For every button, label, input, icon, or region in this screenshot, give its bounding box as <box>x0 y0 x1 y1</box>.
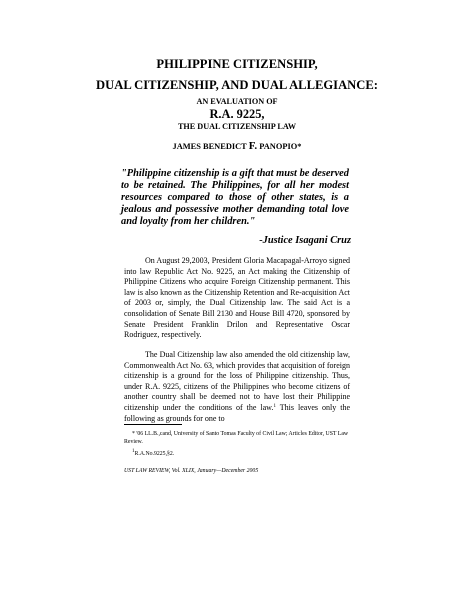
author-last-name: PANOPIO <box>257 142 298 151</box>
author-initial: F. <box>248 140 258 152</box>
epigraph-attribution: -Justice Isagani Cruz <box>259 235 351 246</box>
epigraph-quote: "Philippine citizenship is a gift that must be deserved to be retained. The Philippines, for all her modest resources compared to those of other states, is a jealous and possessive mother demanding total love and loyalty from her children." <box>121 168 349 228</box>
footnote-divider <box>124 424 182 425</box>
footnote-1-mark: 1 <box>132 449 135 454</box>
author-line <box>0 141 474 152</box>
title-line-5: THE DUAL CITIZENSHIP LAW <box>177 122 297 131</box>
title-line-4: R.A. 9225, <box>209 107 265 121</box>
title-line-2: DUAL CITIZENSHIP, AND DUAL ALLEGIANCE: <box>96 78 378 92</box>
title-line-1: PHILIPPINE CITIZENSHIP, <box>156 57 318 71</box>
author-first-name: JAMES BENEDICT <box>172 142 249 151</box>
author-footnote-mark: * <box>297 142 302 151</box>
body-paragraph-2 <box>124 350 350 424</box>
page-footer: UST LAW REVIEW, Vol. XLIX, January—December 2005 <box>124 468 259 474</box>
footnote-ref-1[interactable]: 1 <box>273 403 276 409</box>
title-line-3: AN EVALUATION OF <box>196 97 278 106</box>
body-paragraph-2-text: The Dual Citizenship law also amended the old citizenship law, Commonwealth Act No. 63, which provides that acquisition of foreign citizenship is a ground for the loss of Philippine citizenship. Thus, under R.A. 9225, citizens of the Philippines who become citizens of another country shall be deemed not to have lost their Philippine citizenship under the conditions of the law. <box>124 350 350 412</box>
footnote-1 <box>124 450 350 458</box>
body-paragraph-1: On August 29,2003, President Gloria Macapagal-Arroyo signed into law Republic Act No. 9225, an Act making the Citizenship of Philippine Citizens who acquire Foreign Citizenship permanent. This law is also known as the Citizenship Retention and Re-acquisition Act of 2003 or, simply, the Dual Citizenship law. The said Act is a consolidation of Senate Bill 2130 and House Bill 4720, sponsored by Senate President Franklin Drilon and Representative Oscar Rodriguez, respectively. <box>124 256 350 340</box>
footnote-author: * '06 LL.B.,cand, University of Santo Tomas Faculty of Civil Law; Articles Editor, UST Law Review. <box>124 431 349 445</box>
body-paragraph-2-tail: This leaves only the following as grounds for one to <box>124 402 350 423</box>
footnote-1-text: R.A.No.9225,§2. <box>134 451 175 457</box>
